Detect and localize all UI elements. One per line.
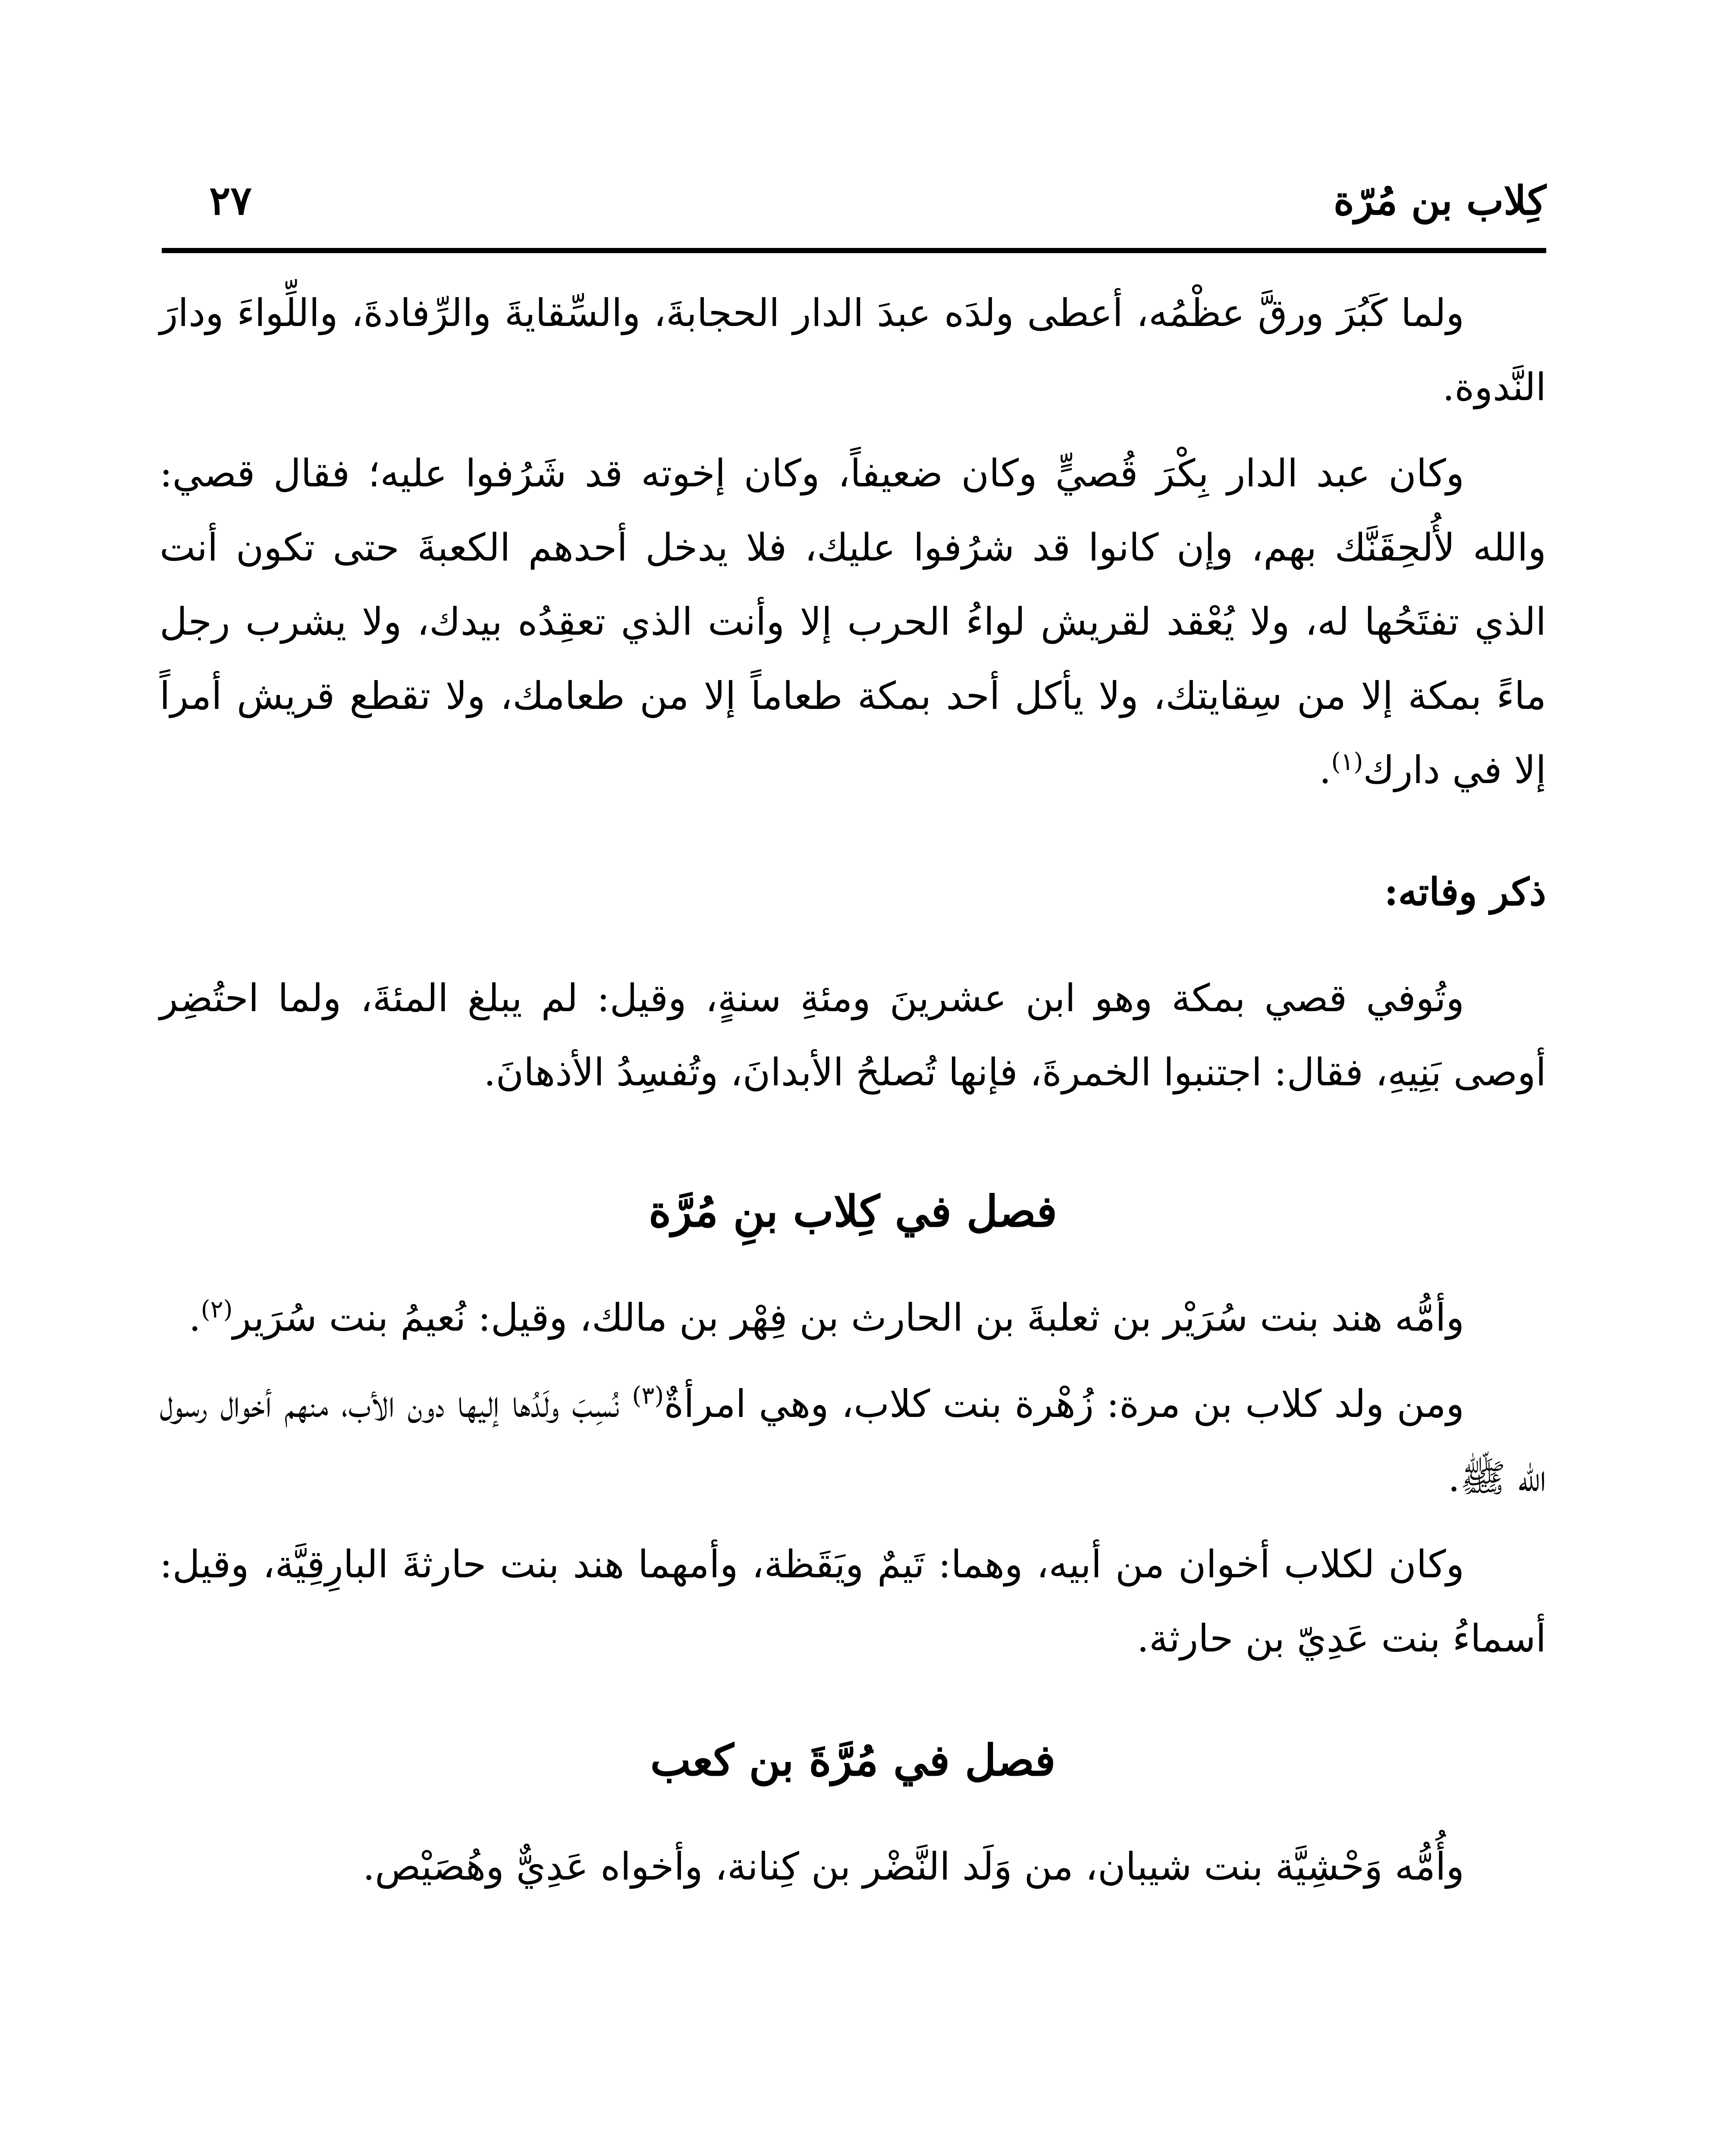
footnote-reference-3[interactable]: (٣) (632, 1382, 664, 1410)
running-header-title: كِلاب بن مُرّة (1333, 177, 1546, 224)
footnote-reference-1[interactable]: (١) (1331, 748, 1363, 776)
paragraph-abd-al-dar (160, 436, 1546, 807)
paragraph-text-continued: نُسِبَ ولَدُها إليها دون الأب، منهم أخوال رسول الله ﷺ. (160, 1382, 1546, 1500)
paragraph-kilab-brothers (160, 1527, 1546, 1676)
paragraph-text: ولما كَبُرَ ورقَّ عظْمُه، أعطى ولدَه عبدَ الدار الحجابةَ، والسِّقايةَ والرِّفادةَ، واللِّواءَ ودارَ النَّدوة. (160, 291, 1546, 409)
paragraph-text: وأمُّه هند بنت سُرَيْر بن ثعلبةَ بن الحارث بن فِهْر بن مالك، وقيل: نُعيمُ بنت سُرَير (232, 1295, 1464, 1340)
paragraph-gave-duties (160, 276, 1546, 424)
body-text (160, 276, 1546, 1916)
running-header (160, 168, 1546, 250)
subheading-death: ذكر وفاته: (1384, 869, 1546, 914)
paragraph-text: وتُوفي قصي بمكة وهو ابن عشرينَ ومئةِ سنةٍ، وقيل: لم يبلغ المئةَ، ولما احتُضِر أوصى بَنِيهِ، فقال: اجتنبوا الخمرةَ، فإنها تُصلحُ الأبدانَ، وتُفسِدُ الأذهانَ. (160, 976, 1546, 1094)
footnote-reference-2[interactable]: (٢) (201, 1295, 233, 1324)
paragraph-murra-mother (160, 1830, 1546, 1904)
header-rule (162, 248, 1546, 253)
paragraph-text: وكان لكلاب أخوان من أبيه، وهما: تَيمٌ ويَقَظة، وأمهما هند بنت حارثةَ البارِقِيَّة، وقيل: أسماءُ بنت عَدِيّ بن حارثة. (160, 1542, 1546, 1661)
paragraph-text: وكان عبد الدار بِكْرَ قُصيٍّ وكان ضعيفاً، وكان إخوته قد شَرُفوا عليه؛ فقال قصي: والله لأُلحِقَنَّك بهم، وإن كانوا قد شرُفوا عليك، فلا يدخل أحدهم الكعبةَ حتى تكون أنت الذي تفتَحُها له، ولا يُعْقد لقريش لواءُ الحرب إلا وأنت الذي تعقِدُه بيدك، ولا يشرب رجل ماءً بمكة إلا من سِقايتك، ولا يأكل أحد بمكة طعاماً إلا من طعامك، ولا تقطع قريش أمراً إلا في دارك (160, 451, 1546, 792)
paragraph-text: وأُمُّه وَحْشِيَّة بنت شيبان، من وَلَد النَّضْر بن كِنانة، وأخواه عَدِيٌّ وهُصَيْص. (363, 1844, 1464, 1889)
paragraph-end: . (188, 1295, 201, 1340)
paragraph-zuhra (160, 1367, 1546, 1515)
paragraph-death (160, 961, 1546, 1109)
page-number: ٢٧ (209, 177, 252, 224)
paragraph-end: . (1319, 748, 1331, 792)
paragraph-text: ومن ولد كلاب بن مرة: زُهْرة بنت كلاب، وهي امرأةٌ (664, 1382, 1464, 1426)
paragraph-kilab-mother (160, 1281, 1546, 1355)
section-heading-murra: فصل في مُرَّةَ بن كعب (650, 1735, 1056, 1786)
section-heading-kilab: فصل في كِلاب بنِ مُرَّة (648, 1186, 1058, 1237)
